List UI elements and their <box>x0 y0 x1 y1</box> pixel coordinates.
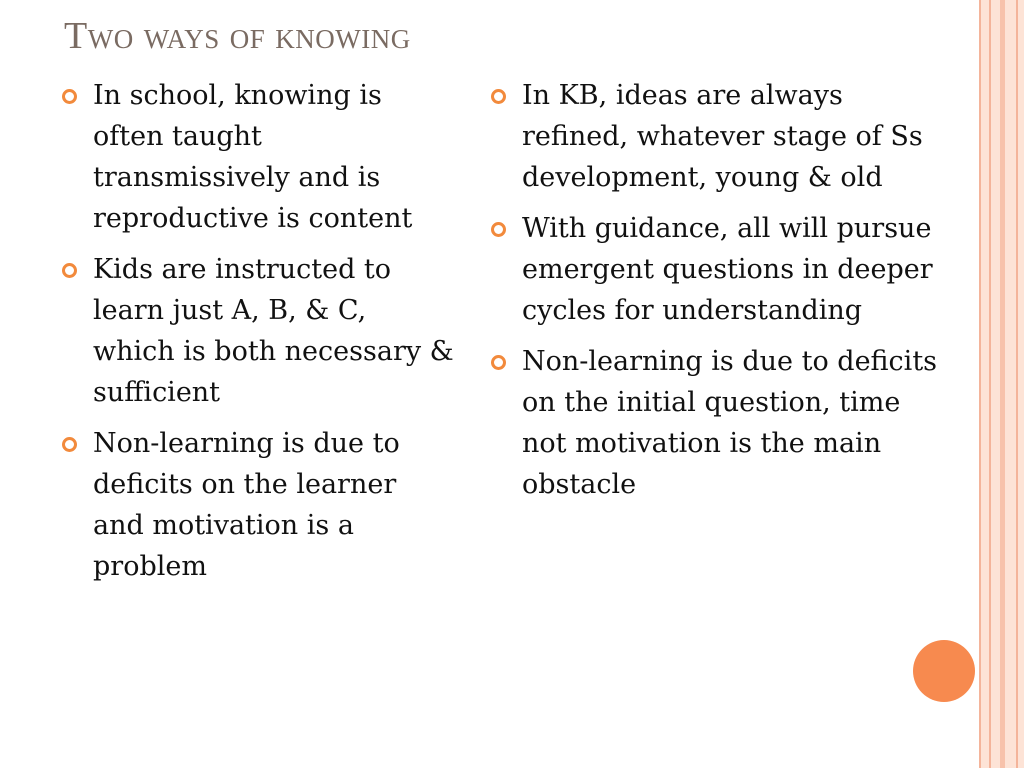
bullet-text: In school, knowing is often taught transmissively and is reproductive is content <box>93 80 413 234</box>
bullet-text: Non-learning is due to deficits on the initial question, time not motivation is the main obstacle <box>522 346 938 500</box>
list-item <box>491 208 946 331</box>
bullet-text: In KB, ideas are always refined, whatever stage of Ss development, young & old <box>522 80 923 193</box>
stripe-line <box>989 0 991 768</box>
list-item <box>491 75 946 198</box>
orange-circle-icon <box>913 640 975 702</box>
list-item <box>62 75 454 239</box>
bullet-text: With guidance, all will pursue emergent questions in deeper cycles for understanding <box>522 213 933 326</box>
ring-bullet-icon <box>491 89 506 104</box>
ring-bullet-icon <box>62 263 77 278</box>
left-bullet-list <box>62 75 454 597</box>
list-item <box>491 341 946 505</box>
slide-title: Two ways of knowing <box>64 15 411 57</box>
bullet-text: Kids are instructed to learn just A, B, & C, which is both necessary & sufficient <box>93 254 454 408</box>
list-item <box>62 423 454 587</box>
list-item <box>62 249 454 413</box>
bullet-text: Non-learning is due to deficits on the learner and motivation is a problem <box>93 428 400 582</box>
ring-bullet-icon <box>62 437 77 452</box>
ring-bullet-icon <box>491 355 506 370</box>
right-bullet-list <box>491 75 946 515</box>
ring-bullet-icon <box>62 89 77 104</box>
stripe-line <box>979 0 981 768</box>
stripe-line <box>1016 0 1018 768</box>
ring-bullet-icon <box>491 222 506 237</box>
stripe-line <box>1000 0 1005 768</box>
